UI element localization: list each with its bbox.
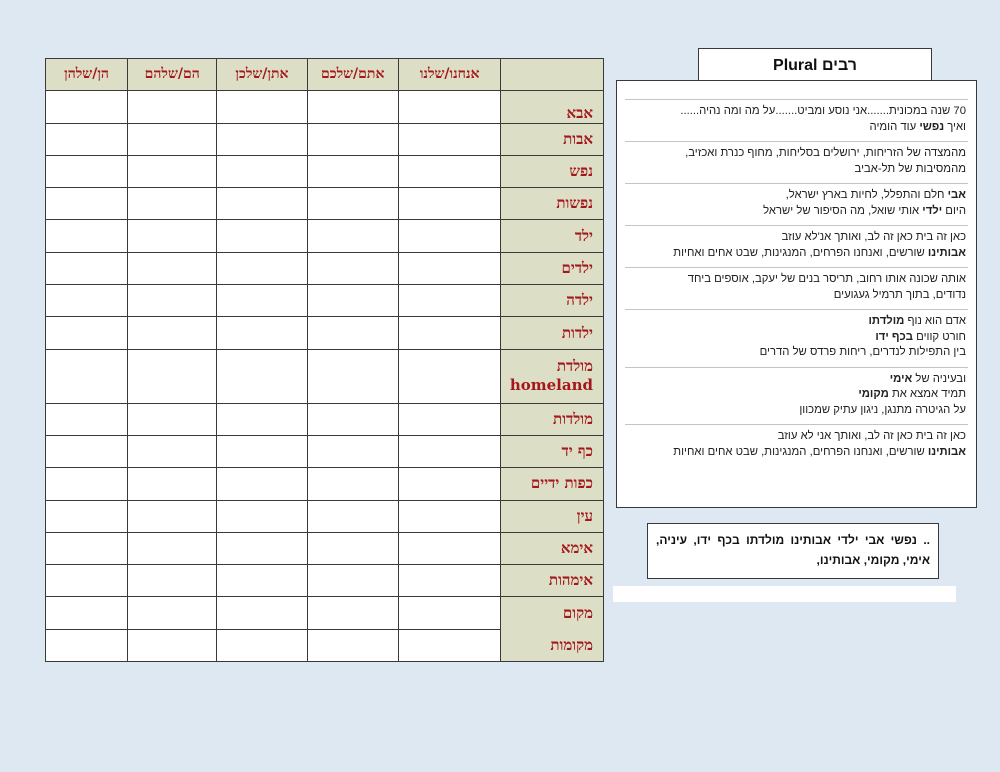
row-word [501, 629, 604, 661]
poem-text: ובעיניה של [912, 372, 966, 385]
poem-line [627, 387, 966, 403]
poem-lyrics [625, 99, 968, 466]
row-word [501, 220, 604, 252]
row-word-label: אימהות [548, 571, 593, 590]
poem-text: תמיד אמצא את [888, 388, 966, 400]
answer-cell[interactable] [217, 91, 307, 123]
answer-cell[interactable] [217, 500, 307, 532]
highlighted-word: ילדי [922, 204, 943, 217]
answer-cell[interactable] [398, 285, 501, 317]
row-word-label: ילד [574, 226, 593, 245]
answer-cell[interactable] [307, 565, 398, 597]
table-row [46, 435, 604, 467]
answer-cell[interactable] [46, 403, 128, 435]
poem-line [627, 162, 966, 178]
row-word-label: מולדת [556, 357, 593, 376]
row-word-label: ילדות [561, 323, 593, 342]
row-word [501, 597, 604, 629]
poem-line [627, 345, 966, 361]
row-word-translation: homeland [509, 376, 593, 395]
row-word-label: מולדות [553, 409, 593, 428]
page-title: רבים Plural [698, 48, 932, 83]
answer-cell[interactable] [307, 285, 398, 317]
poem-text: היום [942, 204, 966, 217]
header-they-masc: הם/שלהם [128, 59, 217, 91]
answer-cell[interactable] [128, 629, 217, 661]
poem-stanza [625, 99, 968, 141]
poem-line [627, 429, 966, 445]
answer-cell[interactable] [398, 500, 501, 532]
row-word-label: מקומות [550, 635, 593, 654]
highlighted-word: מולדתו [868, 315, 905, 327]
table-row [46, 597, 604, 629]
answer-cell[interactable] [217, 349, 307, 403]
poem-stanza [625, 183, 968, 225]
row-word-label: כף יד [561, 442, 593, 461]
table-row [46, 123, 604, 155]
poem-text: חורט קווים [913, 330, 966, 343]
row-word-label: נפשות [556, 194, 593, 213]
answer-cell[interactable] [398, 317, 501, 349]
answer-cell[interactable] [46, 285, 128, 317]
poem-text: חלם והתפלל, לחיות בארץ ישראל, [785, 189, 948, 201]
answer-cell[interactable] [46, 435, 128, 467]
answer-cell[interactable] [128, 317, 217, 349]
poem-line [627, 120, 966, 136]
answer-cell[interactable] [217, 565, 307, 597]
highlighted-word: אבותינו [927, 246, 966, 259]
answer-cell[interactable] [128, 435, 217, 467]
answer-cell[interactable] [398, 403, 501, 435]
answer-cell[interactable] [307, 317, 398, 349]
answer-cell[interactable] [46, 123, 128, 155]
answer-cell[interactable] [398, 155, 501, 187]
answer-cell[interactable] [217, 468, 307, 500]
table-row [46, 317, 604, 349]
row-word [501, 91, 604, 123]
highlighted-word: אבי [947, 189, 966, 201]
table-row [46, 532, 604, 564]
answer-cell[interactable] [46, 500, 128, 532]
answer-cell[interactable] [217, 155, 307, 187]
answer-cell[interactable] [128, 597, 217, 629]
answer-cell[interactable] [398, 532, 501, 564]
highlighted-word: אבותינו [927, 445, 966, 458]
table-row [46, 155, 604, 187]
answer-cell[interactable] [217, 285, 307, 317]
row-word [501, 435, 604, 467]
table-row [46, 285, 604, 317]
answer-cell[interactable] [307, 468, 398, 500]
answer-cell[interactable] [217, 435, 307, 467]
answer-cell[interactable] [46, 155, 128, 187]
poem-line [627, 146, 966, 162]
answer-cell[interactable] [307, 91, 398, 123]
row-word-label: ילדים [561, 258, 593, 277]
answer-cell[interactable] [307, 629, 398, 661]
row-word [501, 155, 604, 187]
highlighted-word: אימי [889, 372, 913, 385]
poem-text: 70 שנה במכונית.......אני נוסע ומביט.......על מה ומה נהיה...... [680, 105, 966, 117]
answer-cell[interactable] [398, 468, 501, 500]
row-word [501, 252, 604, 284]
answer-cell[interactable] [217, 629, 307, 661]
answer-cell[interactable] [307, 155, 398, 187]
poem-line [627, 104, 966, 120]
answer-cell[interactable] [398, 597, 501, 629]
table-corner-cell [501, 59, 604, 91]
row-word [501, 565, 604, 597]
poem-stanza [625, 141, 968, 183]
answer-cell[interactable] [307, 403, 398, 435]
answer-cell[interactable] [128, 403, 217, 435]
poem-text: כאן זה בית כאן זה לב, ואותך אני לא עוזב [777, 430, 966, 442]
poem-text: מהמצדה של הזריחות, ירושלים בסליחות, מחוף כנרת ואכזיב, [685, 147, 966, 159]
poem-line [627, 445, 966, 461]
highlighted-word: מקומי [858, 388, 889, 400]
answer-cell[interactable] [46, 220, 128, 252]
answer-cell[interactable] [128, 252, 217, 284]
answer-cell[interactable] [398, 435, 501, 467]
poem-stanza [625, 367, 968, 425]
poem-text: אותה שכונה אותו רחוב, תריסר בנים של יעקב, אוספים ביחד [687, 273, 966, 285]
row-word [501, 500, 604, 532]
answer-cell[interactable] [46, 252, 128, 284]
answer-cell[interactable] [217, 123, 307, 155]
answer-cell[interactable] [128, 532, 217, 564]
answer-cell[interactable] [46, 597, 128, 629]
answer-cell[interactable] [46, 188, 128, 220]
table-row [46, 91, 604, 123]
answer-cell[interactable] [46, 349, 128, 403]
table-row [46, 220, 604, 252]
header-you-fem-pl: אתן/שלכן [217, 59, 307, 91]
poem-line [627, 330, 966, 346]
answer-cell[interactable] [307, 220, 398, 252]
poem-text: ואיך [944, 120, 966, 133]
poem-line [627, 204, 966, 220]
highlighted-word: בכף ידו [875, 330, 914, 343]
answer-cell[interactable] [307, 435, 398, 467]
answer-cell[interactable] [46, 565, 128, 597]
answer-cell[interactable] [217, 252, 307, 284]
answer-cell[interactable] [217, 597, 307, 629]
poem-line [627, 272, 966, 288]
answer-cell[interactable] [398, 565, 501, 597]
header-you-masc-pl: אתם/שלכם [307, 59, 398, 91]
answer-cell[interactable] [128, 468, 217, 500]
poem-stanza [625, 309, 968, 367]
answer-cell[interactable] [217, 188, 307, 220]
answer-cell[interactable] [398, 252, 501, 284]
answer-cell[interactable] [307, 188, 398, 220]
row-word-label: אימא [560, 539, 593, 557]
answer-cell[interactable] [128, 220, 217, 252]
row-word-label: עין [576, 506, 593, 525]
row-word [501, 317, 604, 349]
poem-stanza [625, 267, 968, 309]
row-word-label: אבא [566, 103, 593, 122]
poem-text: עוד הומיה [869, 120, 920, 133]
poem-stanza [625, 424, 968, 466]
row-word [501, 403, 604, 435]
answer-cell[interactable] [307, 123, 398, 155]
row-word-label: אבות [563, 129, 593, 148]
answer-cell[interactable] [128, 155, 217, 187]
poem-line [627, 403, 966, 419]
answer-cell[interactable] [128, 285, 217, 317]
answer-cell[interactable] [217, 317, 307, 349]
row-word [501, 188, 604, 220]
answer-cell[interactable] [217, 532, 307, 564]
poem-panel [616, 80, 977, 508]
row-word [501, 532, 604, 564]
poem-text: בין התפילות לנדרים, ריחות פרדס של הדרים [759, 346, 966, 358]
answer-cell[interactable] [46, 317, 128, 349]
answer-cell[interactable] [398, 220, 501, 252]
table-row [46, 252, 604, 284]
answer-cell[interactable] [128, 565, 217, 597]
blank-strip [613, 586, 956, 602]
poem-line [627, 288, 966, 304]
answer-cell[interactable] [46, 91, 128, 123]
row-word-label: כפות ידיים [530, 474, 593, 493]
answer-cell[interactable] [128, 91, 217, 123]
word-bank: .. נפשי אבי ילדי אבותינו מולדתו בכף ידו, עיניה, אימי, מקומי, אבותינו, [647, 523, 939, 579]
answer-cell[interactable] [398, 123, 501, 155]
header-we: אנחנו/שלנו [398, 59, 501, 91]
poem-stanza [625, 225, 968, 267]
answer-cell[interactable] [128, 349, 217, 403]
row-word [501, 123, 604, 155]
answer-cell[interactable] [398, 629, 501, 661]
answer-cell[interactable] [398, 91, 501, 123]
poem-text: כאן זה בית כאן זה לב, ואותך אנ'לא עוזב [781, 231, 966, 243]
poem-text: שורשים, ואנחנו הפרחים, המנגינות, שבט אחים ואחיות [673, 445, 928, 458]
answer-cell[interactable] [46, 629, 128, 661]
table-row [46, 403, 604, 435]
row-word-label: מקום [562, 603, 593, 622]
answer-cell[interactable] [398, 188, 501, 220]
header-they-fem: הן/שלהן [46, 59, 128, 91]
answer-cell[interactable] [128, 188, 217, 220]
poem-line [627, 230, 966, 246]
table-row [46, 468, 604, 500]
poem-line [627, 246, 966, 262]
poem-text: אותי שואל, מה הסיפור של ישראל [763, 204, 923, 217]
answer-cell[interactable] [307, 349, 398, 403]
highlighted-word: נפשי [919, 120, 945, 133]
answer-cell[interactable] [128, 123, 217, 155]
answer-cell[interactable] [307, 500, 398, 532]
answer-cell[interactable] [398, 349, 501, 403]
poem-line [627, 188, 966, 204]
answer-cell[interactable] [307, 252, 398, 284]
poem-text: אדם הוא נוף [904, 315, 966, 327]
poem-text: מהמסיבות של תל-אביב [854, 162, 966, 175]
poem-text: שורשים, ואנחנו הפרחים, המנגינות, שבט אחים ואחיות [673, 246, 928, 259]
row-word [501, 285, 604, 317]
answer-cell[interactable] [307, 597, 398, 629]
table-row [46, 188, 604, 220]
row-word-label: נפש [569, 162, 593, 181]
table-row [46, 565, 604, 597]
row-word [501, 349, 604, 403]
poem-line [627, 372, 966, 388]
row-word [501, 468, 604, 500]
answer-cell[interactable] [217, 220, 307, 252]
table-header-row [46, 59, 604, 91]
answer-cell[interactable] [307, 532, 398, 564]
table-row [46, 500, 604, 532]
table-row [46, 349, 604, 403]
answer-cell[interactable] [46, 532, 128, 564]
answer-cell[interactable] [128, 500, 217, 532]
conjugation-table [45, 58, 604, 662]
poem-line [627, 314, 966, 330]
answer-cell[interactable] [46, 468, 128, 500]
row-word-label: ילדה [566, 291, 593, 310]
poem-text: על הגיטרה מתנגן, ניגון עתיק שמכוון [799, 403, 966, 416]
table-row [46, 629, 604, 661]
answer-cell[interactable] [217, 403, 307, 435]
poem-text: נדודים, בתוך תרמיל געגועים [833, 288, 966, 301]
